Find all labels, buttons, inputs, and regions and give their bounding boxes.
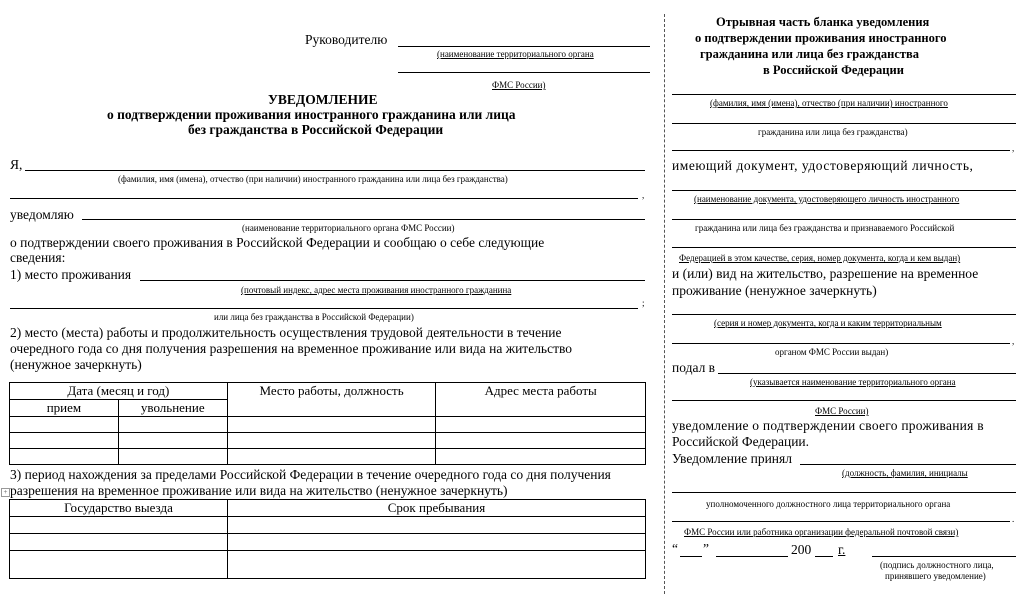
item1-note-2: или лица без гражданства в Российской Федерации) (214, 312, 414, 322)
header-to: Руководителю (305, 32, 388, 47)
item1-label: 1) место проживания (10, 267, 132, 282)
col-state: Государство выезда (10, 500, 228, 517)
tear-permit-line[interactable] (672, 314, 1016, 315)
semicolon: ; (642, 298, 645, 308)
date-year-line[interactable] (815, 556, 833, 557)
notify-line[interactable] (82, 219, 645, 220)
col-in: прием (10, 400, 119, 417)
table-row (10, 417, 646, 433)
tear-note-2: гражданина или лица без гражданства) (758, 127, 908, 137)
tear-note-1: (фамилия, имя (имена), отчество (при наличии) иностранного (710, 98, 948, 108)
tear-title-2: о подтверждении проживания иностранного (695, 31, 947, 45)
date-open-quote: “ (672, 541, 678, 556)
form-subtitle-1: о подтверждении проживания иностранного гражданина или лица (107, 107, 516, 122)
date-close-quote: ” (703, 541, 709, 556)
name-line[interactable] (25, 170, 645, 171)
header-line-1 (398, 46, 650, 47)
tear-line (664, 14, 665, 594)
tear-filed: подал в (672, 360, 716, 375)
tear-note-6: (серия и номер документа, когда и каким территориальным (714, 318, 942, 328)
notify-note: (наименование территориального органа ФМС России) (242, 223, 455, 233)
tear-title-3: гражданина или лица без гражданства (700, 47, 920, 61)
date-year: 200 (791, 542, 812, 557)
tear-note-3: (наименование документа, удостоверяющего личность иностранного (694, 194, 960, 204)
date-year-suffix: г. (838, 542, 846, 557)
para1-line2: сведения: (10, 250, 66, 265)
form-subtitle-2: без гражданства в Российской Федерации (188, 122, 444, 137)
table-row (10, 551, 646, 579)
notify-label: уведомляю (10, 207, 74, 222)
item3-line1: 3) период нахождения за пределами Российской Федерации в течение очередного года со дня получения (10, 467, 611, 482)
tear-note-9: ФМС России) (815, 406, 869, 416)
table-anchor-icon[interactable]: + (1, 488, 10, 497)
date-month-line[interactable] (716, 556, 788, 557)
table-row (10, 534, 646, 551)
col-date: Дата (месяц и год) (10, 383, 228, 400)
tear-comma-2: , (1012, 336, 1015, 346)
col-out: увольнение (118, 400, 227, 417)
tear-vid-2: проживание (ненужное зачеркнуть) (672, 283, 877, 298)
tear-title-1: Отрывная часть бланка уведомления (716, 15, 930, 29)
table-row (10, 517, 646, 534)
tear-accepted-line[interactable] (800, 464, 1016, 465)
tear-name-line-3[interactable] (672, 150, 1010, 151)
tear-sign-2: принявшего уведомление) (885, 571, 986, 581)
tear-title-4: в Российской Федерации (763, 63, 904, 77)
para1-line1: о подтверждении своего проживания в Российской Федерации и сообщаю о себе следующие (10, 235, 545, 250)
ya-label: Я, (10, 157, 23, 172)
header-line-2 (398, 72, 650, 73)
tear-note-12: ФМС России или работника организации федеральной почтовой связи) (684, 527, 959, 537)
trip-table (9, 499, 646, 579)
item3-line2: разрешения на временное проживание или вида на жительство (ненужное зачеркнуть) (10, 483, 508, 498)
tear-doc-line[interactable] (672, 190, 1016, 191)
tear-vid-1: и (или) вид на жительство, разрешение на временное (672, 266, 979, 281)
form-title: УВЕДОМЛЕНИЕ (268, 92, 378, 107)
tear-sign-1: (подпись должностного лица, (880, 560, 994, 570)
comma-1: , (642, 190, 645, 200)
col-term: Срок пребывания (228, 500, 646, 517)
signature-line[interactable] (872, 556, 1016, 557)
tear-accepted-line-2[interactable] (672, 492, 1016, 493)
tear-comma: , (1012, 143, 1015, 153)
tear-doc-line-2[interactable] (672, 219, 1016, 220)
tear-note-10: (должность, фамилия, инициалы (842, 468, 968, 478)
tear-note-8: (указывается наименование территориального органа (750, 377, 956, 387)
tear-name-line-2[interactable] (672, 123, 1016, 124)
tear-note-11: уполномоченного должностного лица территориального органа (706, 499, 951, 509)
item1-line[interactable] (140, 280, 645, 281)
tear-permit-line-2[interactable] (672, 343, 1010, 344)
table-row (10, 433, 646, 449)
tear-dot: . (1012, 514, 1015, 524)
item1-line-2[interactable] (10, 308, 638, 309)
tear-accepted-line-3[interactable] (672, 521, 1010, 522)
item1-note: (почтовый индекс, адрес места проживания иностранного гражданина (241, 285, 512, 295)
table-row (10, 449, 646, 465)
col-work: Место работы, должность (227, 383, 436, 417)
tear-filed-line-2[interactable] (672, 400, 1016, 401)
tear-note-5: Федерацией в этом качестве, серия, номер документа, когда и кем выдан) (679, 253, 961, 263)
name-line-2[interactable] (10, 198, 638, 199)
tear-doc-line-3[interactable] (672, 247, 1016, 248)
tear-having: имеющий документ, удостоверяющий личность, (672, 158, 974, 173)
tear-name-line[interactable] (672, 94, 1016, 95)
tear-note-7: органом ФМС России выдан) (775, 347, 889, 357)
tear-accepted: Уведомление принял (672, 451, 792, 466)
col-addr: Адрес места работы (436, 383, 646, 417)
work-table (9, 382, 646, 465)
tear-note-4: гражданина или лица без гражданства и признаваемого Российской (695, 223, 955, 233)
item2-line3: (ненужное зачеркнуть) (10, 357, 142, 372)
item2-line1: 2) место (места) работы и продолжительность осуществления трудовой деятельности в течение (10, 325, 562, 340)
tear-filed-line[interactable] (718, 373, 1016, 374)
tear-notice-1: уведомление о подтверждении своего проживания в (672, 418, 984, 433)
name-note: (фамилия, имя (имена), отчество (при наличии) иностранного гражданина или лица без гражданства) (118, 174, 508, 184)
header-note-2: ФМС России) (492, 80, 546, 90)
header-note-1: (наименование территориального органа (437, 49, 594, 59)
date-day-line[interactable] (680, 556, 702, 557)
item2-line2: очередного года со дня получения разрешения на временное проживание или вида на жительство (10, 341, 573, 356)
tear-notice-2: Российской Федерации. (672, 434, 810, 449)
